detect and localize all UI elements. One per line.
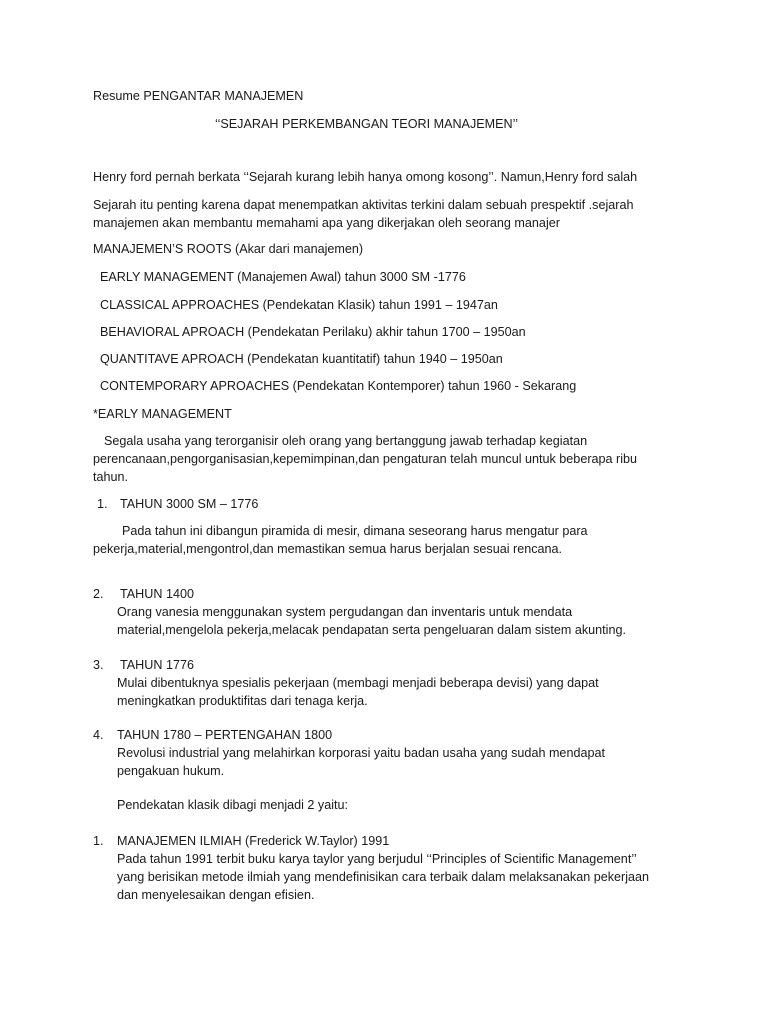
list-item-text: Pada tahun 1991 terbit buku karya taylor yang berjudul ‘‘Principles of Scientific Management’’ xyxy=(117,852,637,866)
paragraph-line: perencanaan,pengorganisasian,kepemimpinan,dan pengaturan telah muncul untuk beberapa ribu xyxy=(93,452,638,466)
early-management-heading: *EARLY MANAGEMENT xyxy=(93,407,232,421)
list-item-title: TAHUN 3000 SM – 1776 xyxy=(120,497,259,511)
list-item-text: material,mengelola pekerja,melacak pendapatan serta pengeluaran dalam sistem akunting. xyxy=(117,623,626,637)
list-item-text: dan menyelesaikan dengan efisien. xyxy=(117,888,315,902)
list-item-text: meningkatkan produktifitas dari tenaga kerja. xyxy=(117,694,368,708)
list-item-text: Orang vanesia menggunakan system pergudangan dan inventaris untuk mendata xyxy=(117,605,573,619)
paragraph-line: Sejarah itu penting karena dapat menempatkan aktivitas terkini dalam sebuah prespektif .sejarah xyxy=(93,198,634,212)
roots-heading: MANAJEMEN’S ROOTS (Akar dari manajemen) xyxy=(93,242,364,256)
roots-item: BEHAVIORAL APROACH (Pendekatan Perilaku) akhir tahun 1700 – 1950an xyxy=(100,325,526,339)
roots-item: EARLY MANAGEMENT (Manajemen Awal) tahun 3000 SM -1776 xyxy=(100,270,466,284)
paragraph-line: tahun. xyxy=(93,470,129,484)
list-item-text: pekerja,material,mengontrol,dan memastikan semua harus berjalan sesuai rencana. xyxy=(93,542,563,556)
list-item-number: 1. xyxy=(93,834,104,848)
list-item-number: 1. xyxy=(97,497,108,511)
list-item-number: 4. xyxy=(93,728,104,742)
list-item-title: TAHUN 1780 – PERTENGAHAN 1800 xyxy=(117,728,333,742)
list-item-number: 2. xyxy=(93,587,104,601)
classical-intro: Pendekatan klasik dibagi menjadi 2 yaitu: xyxy=(117,798,349,812)
list-item-text: Mulai dibentuknya spesialis pekerjaan (membagi menjadi beberapa devisi) yang dapat xyxy=(117,676,599,690)
paragraph-line: Segala usaha yang terorganisir oleh orang yang bertanggung jawab terhadap kegiatan xyxy=(104,434,588,448)
roots-item: CLASSICAL APPROACHES (Pendekatan Klasik) tahun 1991 – 1947an xyxy=(100,298,498,312)
paragraph-line: manajemen akan membantu memahami apa yang dikerjakan oleh seorang manajer xyxy=(93,216,560,230)
roots-item: CONTEMPORARY APROACHES (Pendekatan Kontemporer) tahun 1960 - Sekarang xyxy=(100,379,577,393)
roots-item: QUANTITAVE APROACH (Pendekatan kuantitatif) tahun 1940 – 1950an xyxy=(100,352,503,366)
document-heading: Resume PENGANTAR MANAJEMEN xyxy=(93,89,304,103)
list-item-title: TAHUN 1776 xyxy=(120,658,194,672)
list-item-title: TAHUN 1400 xyxy=(120,587,194,601)
list-item-text: Revolusi industrial yang melahirkan korporasi yaitu badan usaha yang sudah mendapat xyxy=(117,746,605,760)
list-item-number: 3. xyxy=(93,658,104,672)
list-item-text: pengakuan hukum. xyxy=(117,764,225,778)
list-item-text: Pada tahun ini dibangun piramida di mesir, dimana seseorang harus mengatur para xyxy=(122,524,588,538)
list-item-text: yang berisikan metode ilmiah yang mendefinisikan cara terbaik dalam melaksanakan pekerjaan xyxy=(117,870,650,884)
document-title: ‘‘SEJARAH PERKEMBANGAN TEORI MANAJEMEN’’ xyxy=(215,117,519,131)
intro-line: Henry ford pernah berkata ‘‘Sejarah kurang lebih hanya omong kosong’’. Namun,Henry ford salah xyxy=(93,170,638,184)
list-item-title: MANAJEMEN ILMIAH (Frederick W.Taylor) 1991 xyxy=(117,834,390,848)
